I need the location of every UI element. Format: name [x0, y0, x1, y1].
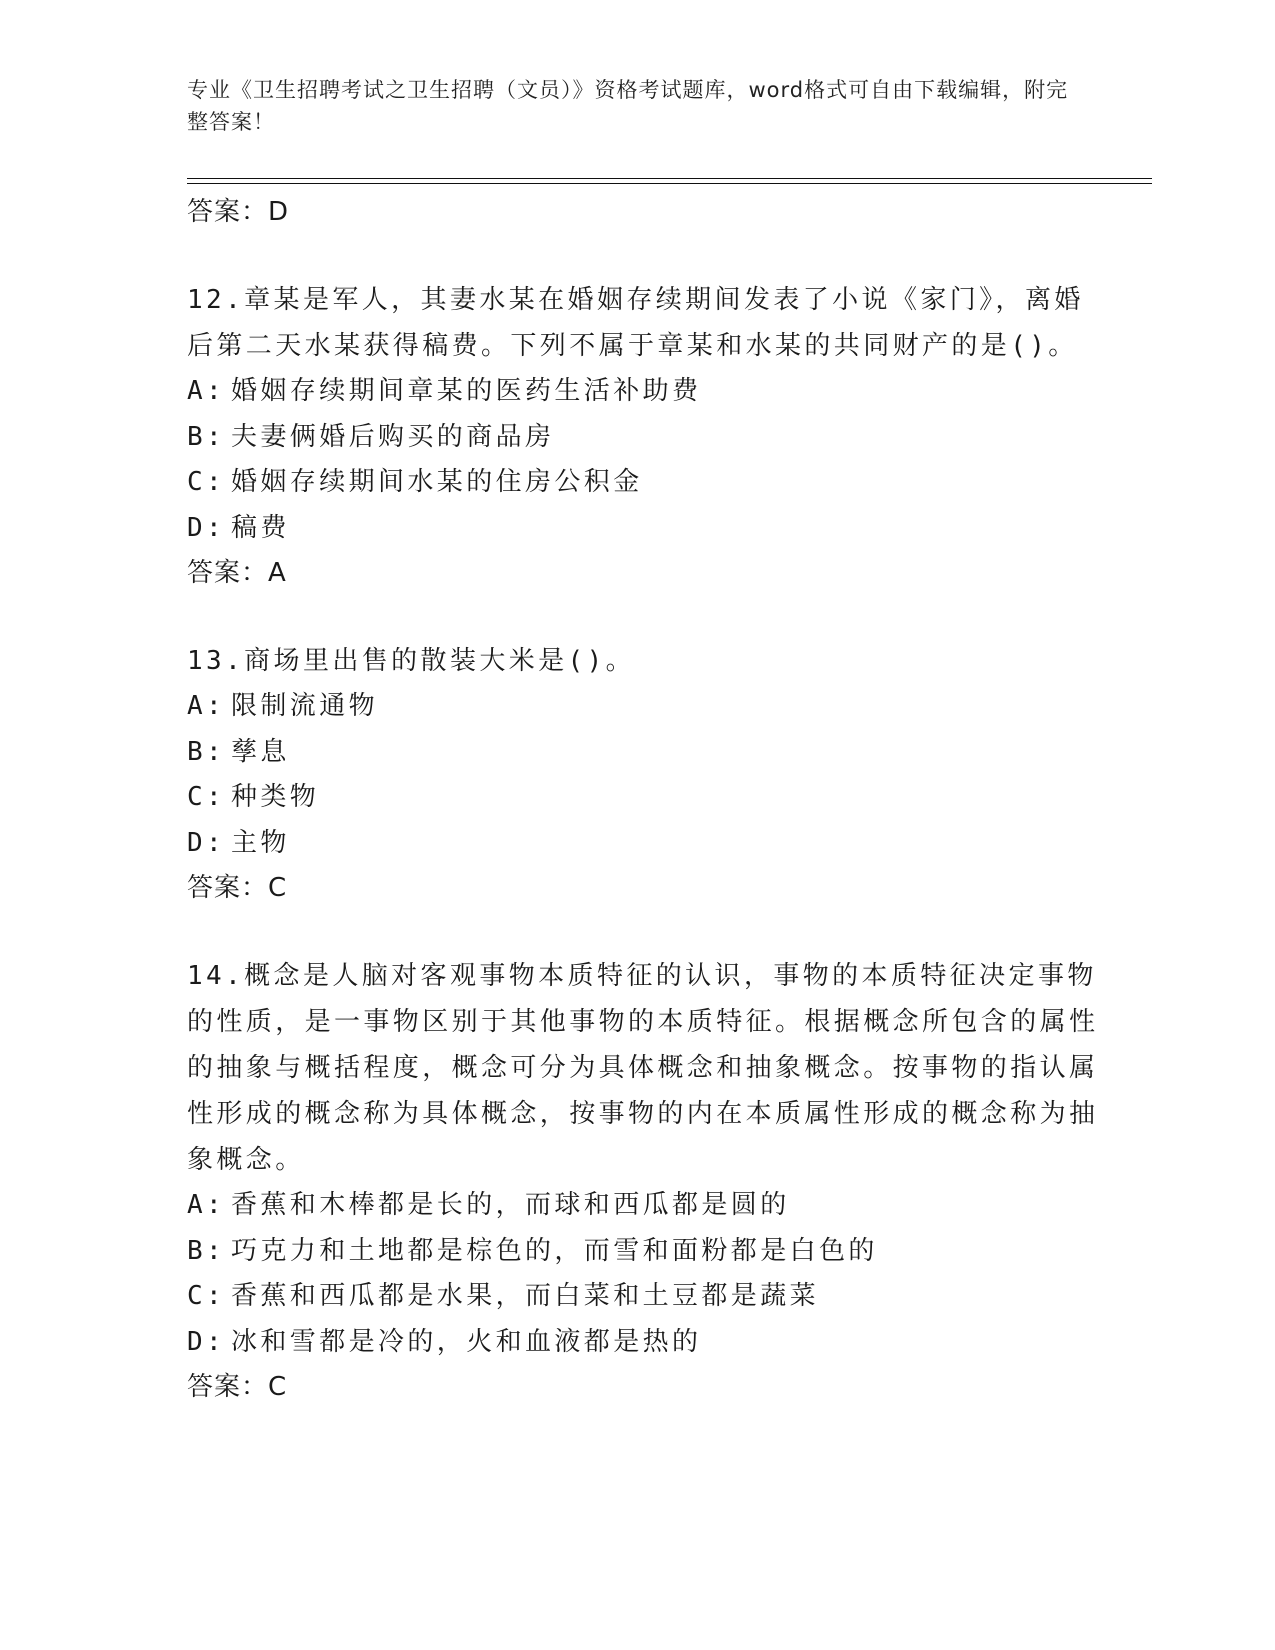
option-b	[187, 730, 1107, 776]
answer-line	[187, 1365, 1107, 1409]
answer-value: A	[268, 558, 287, 588]
option-a	[187, 1183, 1107, 1229]
question-12	[187, 277, 1107, 595]
answer-label: 答案：	[187, 197, 269, 227]
option-key: C:	[187, 467, 226, 497]
question-stem: 12.章某是军人，其妻水某在婚姻存续期间发表了小说《家门》，离婚后第二天水某获得稿费。下列不属于章某和水某的共同财产的是()。	[187, 285, 1084, 361]
answer-label: 答案：	[187, 1372, 269, 1402]
option-key: D:	[187, 512, 226, 543]
document-body	[187, 190, 1107, 1409]
option-b	[187, 1229, 1107, 1275]
question-stem: 14.概念是人脑对客观事物本质特征的认识，事物的本质特征决定事物的性质，是一事物区别于其他事物的本质特征。根据概念所包含的属性的抽象与概括程度，概念可分为具体概念和抽象概念。按事物的指认属性形成的概念称为具体概念，按事物的内在本质属性形成的概念称为抽象概念。	[187, 961, 1099, 1175]
option-b	[187, 415, 1107, 461]
option-text: 婚姻存续期间水某的住房公积金	[231, 467, 643, 497]
answer-line	[187, 190, 1107, 234]
option-key: D:	[187, 827, 226, 858]
option-c	[187, 460, 1107, 506]
option-text: 主物	[231, 827, 290, 858]
option-text: 种类物	[231, 782, 320, 812]
answer-value: D	[268, 197, 290, 227]
option-key: D:	[187, 1326, 226, 1357]
option-text: 夫妻俩婚后购买的商品房	[231, 421, 555, 452]
option-key: A:	[187, 1190, 226, 1220]
option-text: 限制流通物	[231, 691, 379, 721]
option-text: 巧克力和土地都是棕色的，而雪和面粉都是白色的	[231, 1235, 878, 1266]
option-key: C:	[187, 1281, 226, 1311]
option-text: 稿费	[231, 512, 290, 543]
option-text: 香蕉和木棒都是长的，而球和西瓜都是圆的	[231, 1190, 790, 1220]
answer-label: 答案：	[187, 558, 269, 588]
answer-value: C	[268, 1372, 288, 1402]
option-d	[187, 1320, 1107, 1366]
answer-label: 答案：	[187, 873, 269, 903]
header-rule-top	[187, 178, 1152, 179]
option-text: 香蕉和西瓜都是水果，而白菜和土豆都是蔬菜	[231, 1281, 820, 1311]
option-text: 孳息	[231, 736, 290, 767]
question-14	[187, 953, 1107, 1409]
option-text: 冰和雪都是冷的，火和血液都是热的	[231, 1326, 702, 1357]
option-key: A:	[187, 376, 226, 406]
option-c	[187, 1274, 1107, 1320]
answer-line	[187, 551, 1107, 595]
question-stem: 13.商场里出售的散装大米是()。	[187, 646, 636, 676]
option-text: 婚姻存续期间章某的医药生活补助费	[231, 376, 702, 406]
option-d	[187, 506, 1107, 552]
option-a	[187, 684, 1107, 730]
question-13	[187, 638, 1107, 910]
option-key: B:	[187, 1235, 226, 1266]
header-rule-bottom	[187, 183, 1152, 184]
option-key: A:	[187, 691, 226, 721]
option-key: B:	[187, 736, 226, 767]
option-a	[187, 369, 1107, 415]
option-key: B:	[187, 421, 226, 452]
option-key: C:	[187, 782, 226, 812]
document-header: 专业《卫生招聘考试之卫生招聘（文员）》资格考试题库，word格式可自由下载编辑，附完整答案！	[187, 78, 1069, 134]
answer-line	[187, 866, 1107, 910]
option-d	[187, 821, 1107, 867]
option-c	[187, 775, 1107, 821]
answer-value: C	[268, 873, 288, 903]
